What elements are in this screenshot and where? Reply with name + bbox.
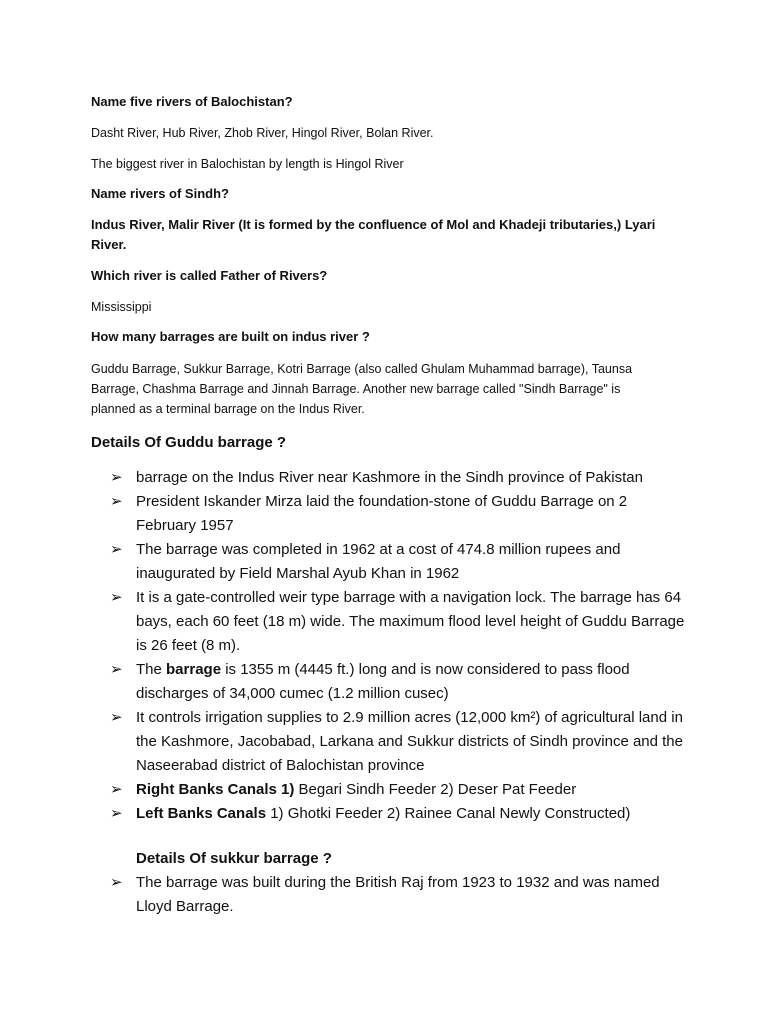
list-item [110, 586, 690, 658]
list-item-text-prefix: The [136, 661, 167, 678]
list-item [110, 802, 690, 826]
list-item-text: is 1355 m (4445 ft.) long and is now considered to pass flood discharges of 34,000 cumec (1.2 million cusec) [136, 661, 630, 702]
list-item-bold-term: Left Banks Canals [136, 805, 267, 822]
list-item-text: It controls irrigation supplies to 2.9 million acres (12,000 km²) of agricultural land in the Kashmore, Jacobabad, Larkana and Sukkur districts of Sindh province and the Naseerabad district of Balochistan province [136, 709, 683, 774]
list-item-text: 1) Ghotki Feeder 2) Rainee Canal Newly Constructed) [266, 805, 631, 822]
answer-sindh-rivers: Indus River, Malir River (It is formed by the confluence of Mol and Khadeji tributaries,) Lyari River. [91, 217, 656, 252]
sukkur-bullet-list [110, 871, 690, 919]
arrow-bullet-icon: ➢ [110, 589, 123, 606]
list-item-text: President Iskander Mirza laid the foundation-stone of Guddu Barrage on 2 February 1957 [136, 493, 628, 534]
answer-balochistan-rivers: Dasht River, Hub River, Zhob River, Hingol River, Bolan River. [91, 126, 434, 140]
arrow-bullet-icon: ➢ [110, 805, 123, 822]
list-item-text: The barrage was completed in 1962 at a cost of 474.8 million rupees and inaugurated by Field Marshal Ayub Khan in 1962 [136, 541, 621, 582]
list-item-bold-term: barrage [166, 661, 222, 678]
arrow-bullet-icon: ➢ [110, 874, 123, 891]
list-item-text: The barrage was built during the British Raj from 1923 to 1932 and was named Lloyd Barrage. [136, 874, 660, 915]
arrow-bullet-icon: ➢ [110, 661, 123, 678]
list-item [110, 658, 690, 706]
heading-guddu-barrage: Details Of Guddu barrage ? [91, 434, 287, 451]
guddu-bullet-list [110, 466, 690, 826]
question-barrages: How many barrages are built on indus river ? [91, 329, 370, 344]
list-item [110, 466, 690, 490]
question-balochistan-rivers: Name five rivers of Balochistan? [91, 94, 293, 109]
answer-barrages: Guddu Barrage, Sukkur Barrage, Kotri Barrage (also called Ghulam Muhammad barrage), Taunsa Barrage, Chashma Barrage and Jinnah Barrage. Another new barrage called "Sindh Barrage" is planned as a terminal barrage on the Indus River. [91, 362, 633, 416]
question-sindh-rivers: Name rivers of Sindh? [91, 186, 229, 201]
list-item [110, 778, 690, 802]
list-item [110, 706, 690, 778]
heading-sukkur-barrage: Details Of sukkur barrage ? [136, 850, 332, 867]
list-item [110, 871, 690, 919]
list-item-text: barrage on the Indus River near Kashmore in the Sindh province of Pakistan [136, 469, 643, 486]
arrow-bullet-icon: ➢ [110, 709, 123, 726]
answer-father-of-rivers: Mississippi [91, 300, 152, 314]
list-item-bold-term: Right Banks Canals 1) [136, 781, 295, 798]
arrow-bullet-icon: ➢ [110, 781, 123, 798]
question-father-of-rivers: Which river is called Father of Rivers? [91, 268, 328, 283]
arrow-bullet-icon: ➢ [110, 541, 123, 558]
arrow-bullet-icon: ➢ [110, 469, 123, 486]
list-item-text: Begari Sindh Feeder 2) Deser Pat Feeder [294, 781, 577, 798]
list-item [110, 538, 690, 586]
list-item [110, 490, 690, 538]
arrow-bullet-icon: ➢ [110, 493, 123, 510]
list-item-text: It is a gate-controlled weir type barrage with a navigation lock. The barrage has 64 bays, each 60 feet (18 m) wide. The maximum flood level height of Guddu Barrage is 26 feet (8 m). [136, 589, 685, 654]
answer-biggest-river: The biggest river in Balochistan by length is Hingol River [91, 157, 404, 171]
